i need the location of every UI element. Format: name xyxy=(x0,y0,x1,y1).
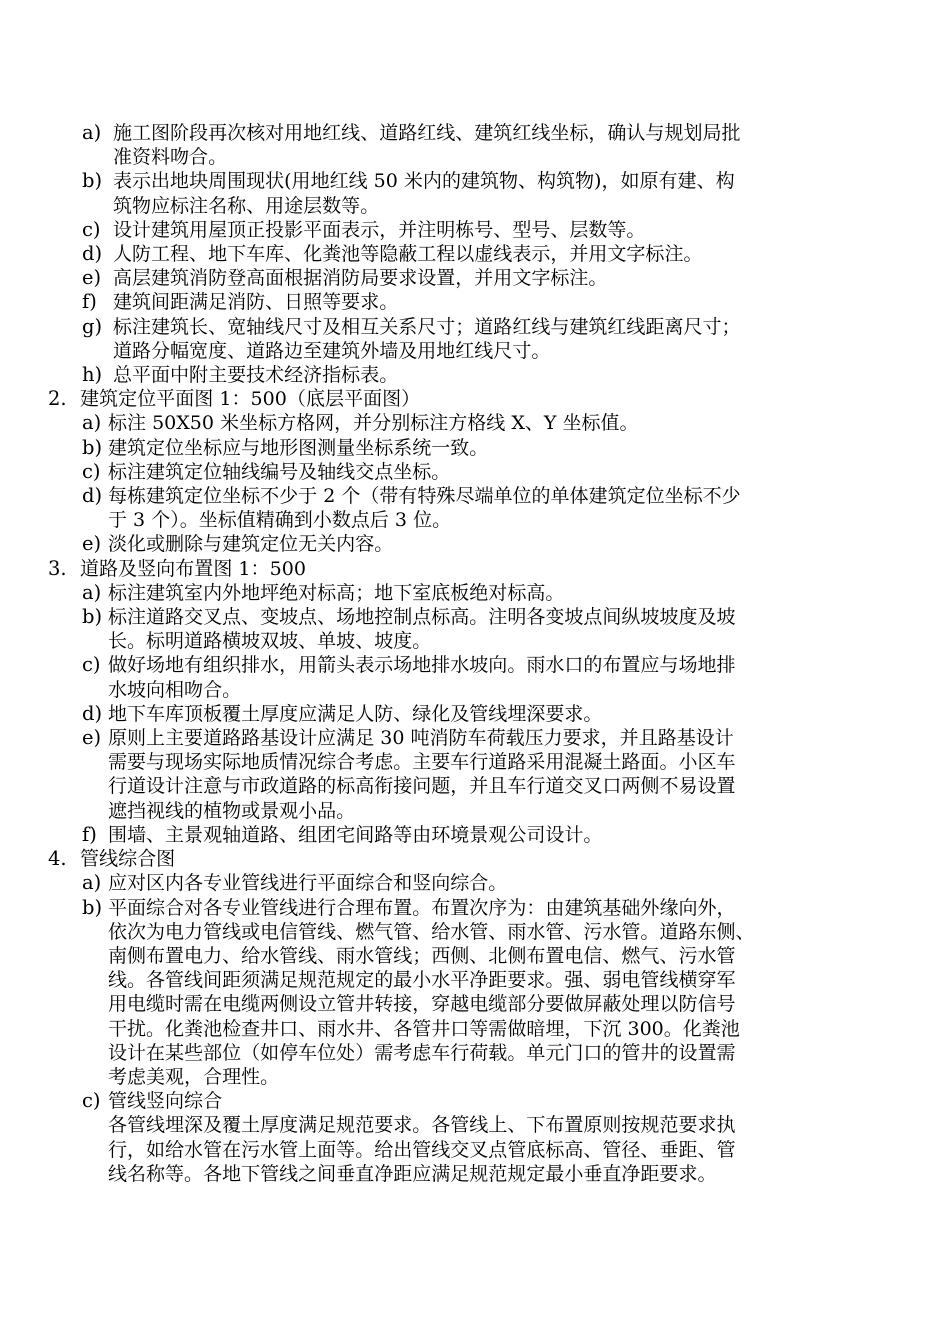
item-line: 原则上主要道路路基设计应满足 30 吨消防车荷载压力要求，并且路基设计 xyxy=(108,727,734,750)
list-item xyxy=(0,411,950,435)
item-label: c) xyxy=(82,653,101,677)
item-line: 高层建筑消防登高面根据消防局要求设置，并用文字标注。 xyxy=(113,267,608,290)
list-item xyxy=(0,242,950,266)
item-line: 准资料吻合。 xyxy=(113,146,228,169)
item-line: 每栋建筑定位坐标不少于 2 个（带有特殊尽端单位的单体建筑定位坐标不少 xyxy=(108,485,741,508)
item-line: 标注建筑长、宽轴线尺寸及相互关系尺寸；道路红线与建筑红线距离尺寸； xyxy=(113,315,741,338)
item-line: 标注 50X50 米坐标方格网，并分别标注方格线 X、Y 坐标值。 xyxy=(108,412,639,435)
item-label: a) xyxy=(82,121,102,144)
section-number: 3. xyxy=(48,556,67,580)
item-label: f) xyxy=(82,822,97,846)
item-line: 设计建筑用屋顶正投影平面表示，并注明栋号、型号、层数等。 xyxy=(113,218,646,241)
paragraph-line: 各管线埋深及覆土厚度满足规范要求。各管线上、下布置原则按规范要求执 xyxy=(108,1114,736,1137)
item-line: 地下车库顶板覆土厚度应满足人防、绿化及管线埋深要求。 xyxy=(108,702,603,725)
item-label: e) xyxy=(82,726,102,750)
section-3 xyxy=(0,557,950,847)
list-item xyxy=(0,702,950,726)
item-label: f) xyxy=(82,290,97,314)
item-line: 标注建筑室内外地坪绝对标高；地下室底板绝对标高。 xyxy=(108,581,565,604)
item-label: e) xyxy=(82,266,102,290)
item-line: 管线竖向综合 xyxy=(108,1090,223,1113)
item-label: d) xyxy=(82,242,103,266)
section-2 xyxy=(0,387,950,556)
item-label: e) xyxy=(82,532,102,556)
item-label: a) xyxy=(82,871,102,895)
paragraph xyxy=(0,1113,950,1186)
section-number: 2. xyxy=(48,387,67,411)
item-line: 依次为电力管线或电信管线、燃气管、给水管、雨水管、污水管。道路东侧、 xyxy=(108,920,755,943)
item-line: 施工图阶段再次核对用地红线、道路红线、建筑红线坐标，确认与规划局批 xyxy=(113,122,741,144)
item-line: 线。各管线间距须满足规范规定的最小水平净距要求。强、弱电管线横穿军 xyxy=(108,969,736,992)
item-line: 建筑间距满足消防、日照等要求。 xyxy=(113,291,399,314)
list-item xyxy=(0,605,950,653)
item-label: b) xyxy=(82,895,103,919)
section-title: 道路及竖向布置图 1：500 xyxy=(80,557,306,580)
list-item xyxy=(0,121,950,169)
item-line: 标注建筑定位轴线编号及轴线交点坐标。 xyxy=(108,460,451,483)
item-line: 道路分幅宽度、道路边至建筑外墙及用地红线尺寸。 xyxy=(113,339,551,362)
list-item xyxy=(0,823,950,847)
item-line: 淡化或删除与建筑定位无关内容。 xyxy=(108,533,394,556)
item-label: c) xyxy=(82,459,101,483)
item-label: g) xyxy=(82,314,103,338)
section-4 xyxy=(0,847,950,1186)
item-line: 设计在某些部位（如停车位处）需考虑车行荷载。单元门口的管井的设置需 xyxy=(108,1041,736,1064)
list-item xyxy=(0,436,950,460)
item-line: 总平面中附主要技术经济指标表。 xyxy=(113,364,399,387)
item-line: 行道设计注意与市政道路的标高衔接问题，并且车行道交叉口两侧不易设置 xyxy=(108,775,736,798)
list-item xyxy=(0,581,950,605)
list-item xyxy=(0,1089,950,1113)
list-item xyxy=(0,532,950,556)
item-line: 筑物应标注名称、用途层数等。 xyxy=(113,194,380,217)
section-title: 管线综合图 xyxy=(80,848,176,871)
section-title: 建筑定位平面图 1：500（底层平面图） xyxy=(80,388,421,411)
block-1-list xyxy=(0,121,950,387)
item-line: 长。标明道路横坡双坡、单坡、坡度。 xyxy=(108,630,432,653)
item-line: 做好场地有组织排水，用箭头表示场地排水坡向。雨水口的布置应与场地排 xyxy=(108,654,736,677)
list-item xyxy=(0,169,950,217)
item-line: 干扰。化粪池检查井口、雨水井、各管井口等需做暗埋，下沉 300。化粪池 xyxy=(108,1017,740,1040)
item-line: 用电缆时需在电缆两侧设立管井转接，穿越电缆部分要做屏蔽处理以防信号 xyxy=(108,993,736,1016)
item-label: a) xyxy=(82,411,102,435)
item-line: 平面综合对各专业管线进行合理布置。布置次序为：由建筑基础外缘向外， xyxy=(108,896,736,919)
item-line: 考虑美观，合理性。 xyxy=(108,1065,280,1088)
list-item xyxy=(0,460,950,484)
item-label: d) xyxy=(82,484,103,508)
item-line: 应对区内各专业管线进行平面综合和竖向综合。 xyxy=(108,872,508,895)
item-label: d) xyxy=(82,701,103,725)
section-heading xyxy=(0,557,950,581)
item-line: 标注道路交叉点、变坡点、场地控制点标高。注明各变坡点间纵坡坡度及坡 xyxy=(108,606,736,629)
list-item xyxy=(0,218,950,242)
item-line: 表示出地块周围现状(用地红线 50 米内的建筑物、构筑物)，如原有建、构 xyxy=(113,170,735,193)
item-label: c) xyxy=(82,1089,101,1113)
item-label: a) xyxy=(82,580,102,604)
item-label: c) xyxy=(82,217,101,241)
item-line: 人防工程、地下车库、化粪池等隐蔽工程以虚线表示，并用文字标注。 xyxy=(113,243,703,266)
section-number: 4. xyxy=(48,847,67,871)
item-line: 水坡向相吻合。 xyxy=(108,678,242,701)
list-item xyxy=(0,266,950,290)
item-line: 遮挡视线的植物或景观小品。 xyxy=(108,799,356,822)
item-label: b) xyxy=(82,435,103,459)
list-item xyxy=(0,653,950,701)
list-item xyxy=(0,315,950,363)
list-item xyxy=(0,290,950,314)
paragraph-line: 行，如给水管在污水管上面等。给出管线交叉点管底标高、管径、垂距、管 xyxy=(108,1138,736,1161)
item-label: h) xyxy=(82,363,103,387)
section-heading xyxy=(0,387,950,411)
item-line: 围墙、主景观轴道路、组团宅间路等由环境景观公司设计。 xyxy=(108,823,603,846)
item-label: b) xyxy=(82,605,103,629)
item-line: 建筑定位坐标应与地形图测量坐标系统一致。 xyxy=(108,436,489,459)
item-line: 需要与现场实际地质情况综合考虑。主要车行道路采用混凝土路面。小区车 xyxy=(108,751,736,774)
list-item xyxy=(0,726,950,823)
list-item xyxy=(0,484,950,532)
document-page xyxy=(0,121,950,1186)
item-line: 于 3 个）。坐标值精确到小数点后 3 位。 xyxy=(108,509,452,532)
list-item xyxy=(0,896,950,1090)
item-line: 南侧布置电力、给水管线、雨水管线；西侧、北侧布置电信、燃气、污水管 xyxy=(108,944,736,967)
paragraph-line: 线名称等。各地下管线之间垂直净距应满足规范规定最小垂直净距要求。 xyxy=(108,1162,717,1185)
item-label: b) xyxy=(82,169,103,193)
section-heading xyxy=(0,847,950,871)
list-item xyxy=(0,871,950,895)
list-item xyxy=(0,363,950,387)
